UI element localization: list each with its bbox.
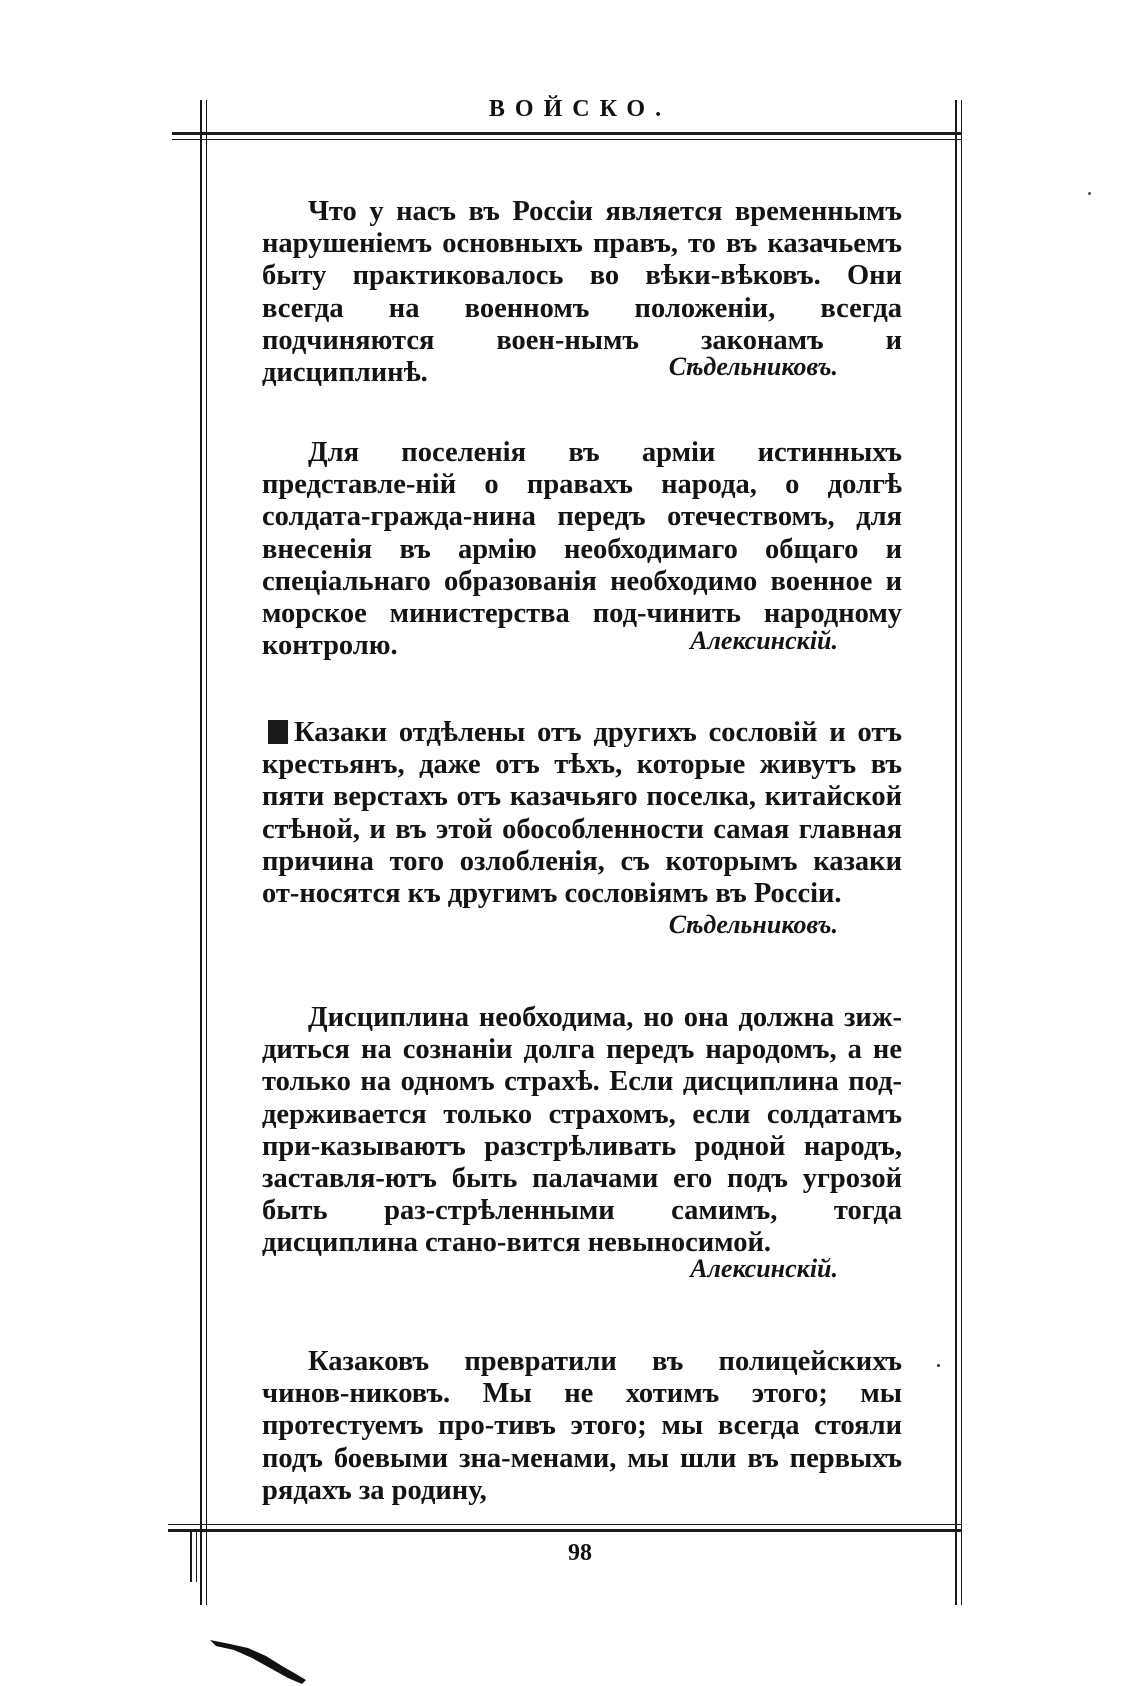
page-fold-mark: [210, 1640, 320, 1686]
quote-3-text: [262, 717, 902, 910]
quote-3-body: Казаки отдѣлены отъ другихъ сословій и отъ крестьянъ, даже отъ тѣхъ, которые живутъ въ пяти верстахъ отъ казачьяго поселка, китайской стѣной, и въ этой обособленности самая главная причина того озлобленія, съ которымъ казаки от-носятся къ другимъ сословіямъ въ Россіи.: [262, 717, 902, 910]
left-frame-outer: [200, 100, 202, 1605]
page-header-title: ВОЙСКО.: [488, 96, 672, 122]
ink-blot-mark: [268, 720, 288, 744]
right-bottom-stub-inner: [961, 1532, 962, 1582]
quote-4-author: Алексинскій.: [690, 1254, 838, 1283]
page-number: 98: [568, 1540, 592, 1566]
quote-1-author: Сѣдельниковъ.: [668, 352, 838, 381]
stray-dot-2: [937, 1364, 940, 1367]
quote-4-text: Дисциплина необходима, но она должна зиж-диться на сознаніи долга передъ народомъ, а не только на одномъ страхѣ. Если дисциплина под-держивается только страхомъ, если солдатамъ при-казываютъ разстрѣливать родной народъ, заставля-ютъ быть палачами его подъ угрозой быть раз-стрѣленными самимъ, тогда дисциплина стано-вится невыносимой.: [262, 1002, 902, 1259]
bottom-rule-thick: [168, 1529, 962, 1532]
stray-dot-1: [1088, 192, 1091, 195]
quote-2-author: Алексинскій.: [690, 626, 838, 655]
quote-5-text: Казаковъ превратили въ полицейскихъ чинов-никовъ. Мы не хотимъ этого; мы протестуемъ про-тивъ этого; мы всегда стояли подъ боевыми зна-менами, мы шли въ первыхъ рядахъ за родину,: [262, 1346, 902, 1506]
quote-2-text: Для поселенія въ арміи истинныхъ представле-ній о правахъ народа, о долгѣ солдата-гражда-нина передъ отечествомъ, для внесенія въ армію необходимаго общаго и спеціальнаго образованія необходимо военное и морское министерства под-чинить народному контролю.: [262, 437, 902, 662]
left-bottom-stub-inner: [196, 1532, 197, 1582]
right-frame-outer: [955, 100, 957, 1605]
bottom-rule-thin: [168, 1524, 962, 1525]
left-frame-inner: [206, 100, 207, 1605]
quote-1-text: Что у насъ въ Россіи является временнымъ нарушеніемъ основныхъ правъ, то въ казачьемъ быту практиковалось во вѣки-вѣковъ. Они всегда на военномъ положеніи, всегда подчиняются воен-нымъ законамъ и дисциплинѣ.: [262, 196, 902, 389]
top-rule-thin: [172, 139, 962, 140]
top-rule-thick: [172, 132, 962, 135]
right-bottom-stub: [955, 1532, 957, 1582]
left-bottom-stub: [190, 1532, 192, 1582]
quote-3-author: Сѣдельниковъ.: [668, 910, 838, 939]
right-frame-inner: [961, 100, 962, 1605]
